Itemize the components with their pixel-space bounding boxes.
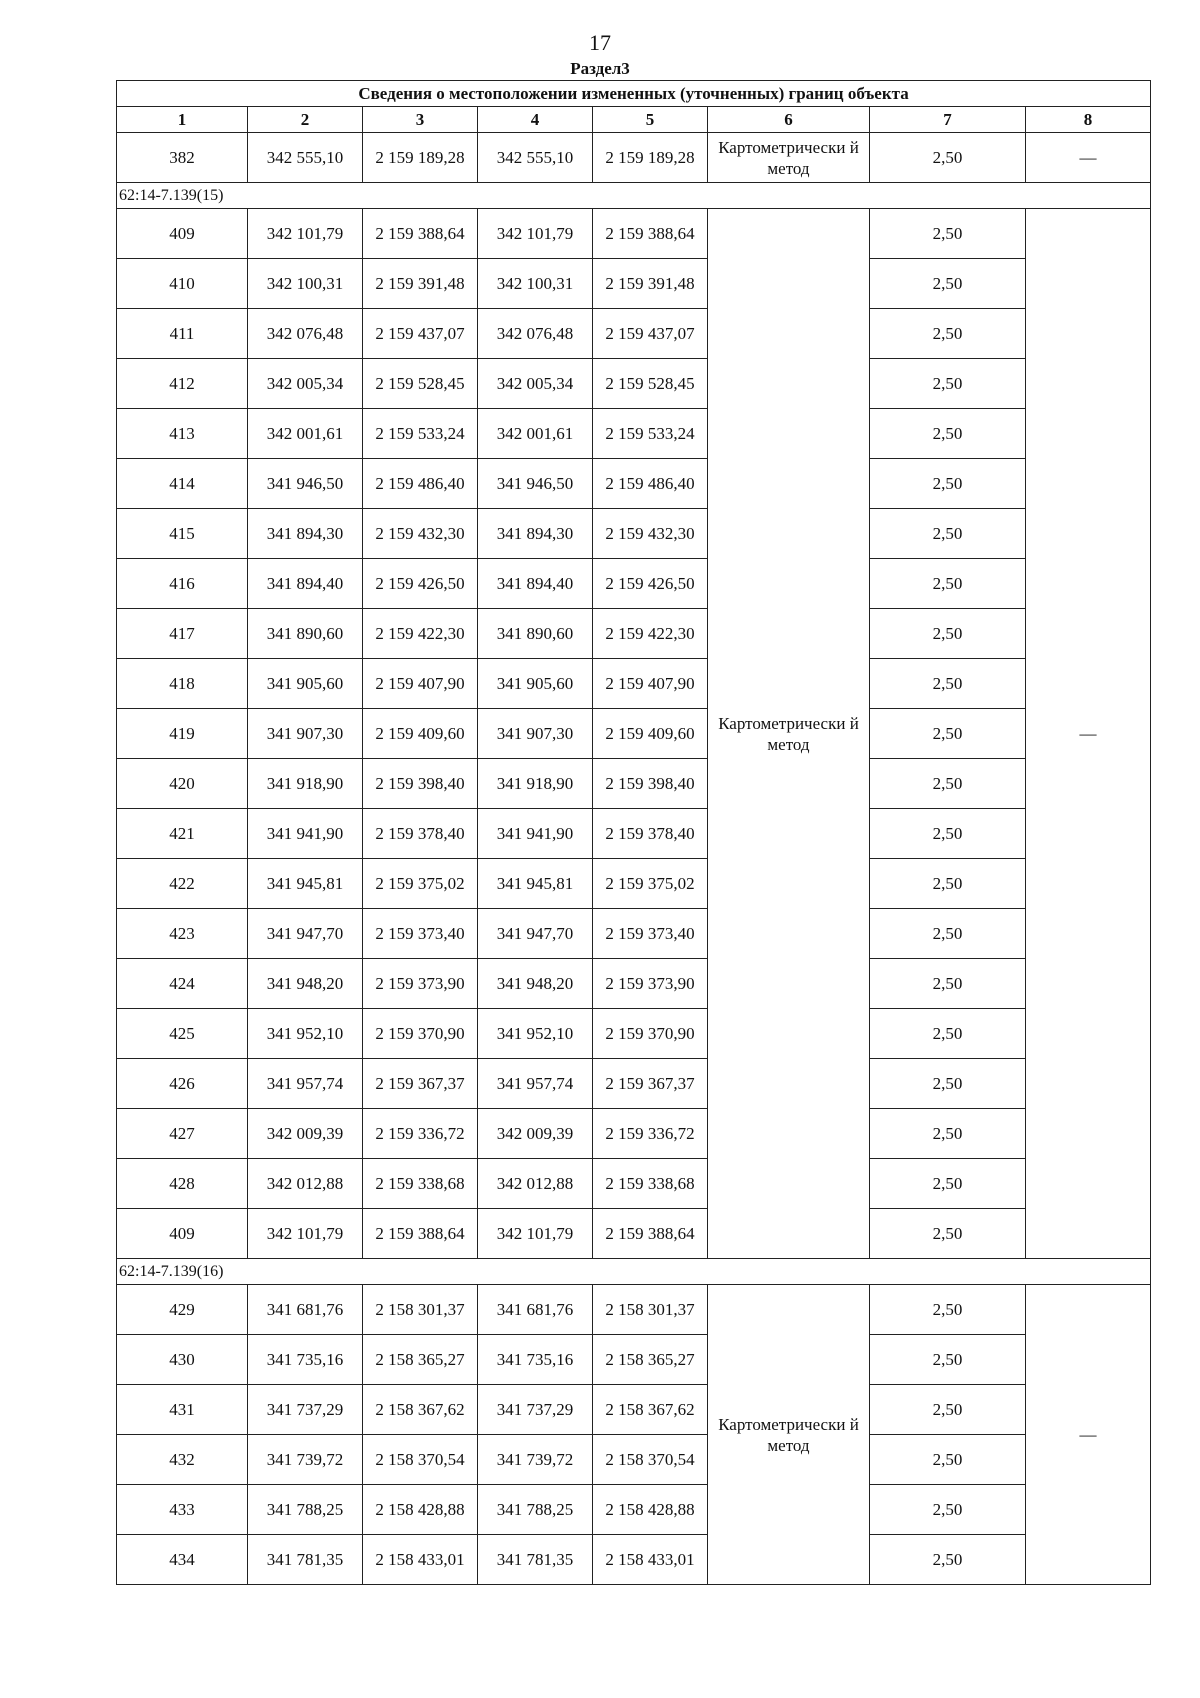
column-header-row [117,107,1151,133]
x-coordinate-cell: 341 907,30 [478,709,593,759]
y-coordinate-cell: 2 159 432,30 [363,509,478,559]
table-row [117,1109,1151,1159]
y-coordinate-cell: 2 159 533,24 [593,409,708,459]
y-coordinate-cell: 2 159 422,30 [363,609,478,659]
note-cell: — [1026,133,1151,183]
x-coordinate-cell: 341 735,16 [478,1335,593,1385]
x-coordinate-cell: 341 957,74 [478,1059,593,1109]
y-coordinate-cell: 2 159 533,24 [363,409,478,459]
accuracy-cell: 2,50 [870,409,1026,459]
x-coordinate-cell: 342 012,88 [248,1159,363,1209]
note-cell: — [1026,1285,1151,1585]
x-coordinate-cell: 342 001,61 [248,409,363,459]
point-number-cell: 431 [117,1385,248,1435]
table-row [117,1335,1151,1385]
table-row [117,1385,1151,1435]
point-number-cell: 423 [117,909,248,959]
table-row [117,659,1151,709]
y-coordinate-cell: 2 159 189,28 [363,133,478,183]
group-name: 62:14-7.139(15) [117,183,1151,209]
table-row [117,509,1151,559]
y-coordinate-cell: 2 159 528,45 [593,359,708,409]
y-coordinate-cell: 2 158 365,27 [593,1335,708,1385]
table-row [117,1159,1151,1209]
accuracy-cell: 2,50 [870,1435,1026,1485]
point-number-cell: 417 [117,609,248,659]
y-coordinate-cell: 2 159 426,50 [363,559,478,609]
group-name: 62:14-7.139(16) [117,1259,1151,1285]
y-coordinate-cell: 2 159 486,40 [593,459,708,509]
accuracy-cell: 2,50 [870,1109,1026,1159]
table-row [117,1435,1151,1485]
x-coordinate-cell: 341 941,90 [478,809,593,859]
accuracy-cell: 2,50 [870,1385,1026,1435]
x-coordinate-cell: 341 948,20 [478,959,593,1009]
x-coordinate-cell: 342 005,34 [478,359,593,409]
boundary-coordinates-table [116,80,1151,1585]
accuracy-cell: 2,50 [870,1059,1026,1109]
x-coordinate-cell: 341 788,25 [248,1485,363,1535]
x-coordinate-cell: 341 957,74 [248,1059,363,1109]
point-number-cell: 409 [117,1209,248,1259]
table-row [117,209,1151,259]
y-coordinate-cell: 2 159 432,30 [593,509,708,559]
y-coordinate-cell: 2 159 407,90 [593,659,708,709]
column-header: 1 [117,107,248,133]
y-coordinate-cell: 2 159 378,40 [593,809,708,859]
group-header-row [117,1259,1151,1285]
note-cell: — [1026,209,1151,1259]
x-coordinate-cell: 341 788,25 [478,1485,593,1535]
x-coordinate-cell: 341 890,60 [478,609,593,659]
column-header: 5 [593,107,708,133]
column-header: 7 [870,107,1026,133]
x-coordinate-cell: 342 100,31 [248,259,363,309]
x-coordinate-cell: 341 681,76 [248,1285,363,1335]
point-number-cell: 421 [117,809,248,859]
x-coordinate-cell: 341 894,30 [478,509,593,559]
y-coordinate-cell: 2 159 409,60 [593,709,708,759]
x-coordinate-cell: 342 101,79 [248,209,363,259]
y-coordinate-cell: 2 159 370,90 [363,1009,478,1059]
table-row [117,759,1151,809]
y-coordinate-cell: 2 159 370,90 [593,1009,708,1059]
x-coordinate-cell: 341 941,90 [248,809,363,859]
table-row [117,909,1151,959]
x-coordinate-cell: 341 737,29 [478,1385,593,1435]
table-row [117,1485,1151,1535]
point-number-cell: 410 [117,259,248,309]
y-coordinate-cell: 2 159 486,40 [363,459,478,509]
point-number-cell: 418 [117,659,248,709]
point-number-cell: 430 [117,1335,248,1385]
point-number-cell: 426 [117,1059,248,1109]
x-coordinate-cell: 341 735,16 [248,1335,363,1385]
y-coordinate-cell: 2 159 373,40 [593,909,708,959]
column-header: 2 [248,107,363,133]
page-number: 17 [589,30,611,55]
y-coordinate-cell: 2 158 367,62 [593,1385,708,1435]
point-number-cell: 425 [117,1009,248,1059]
table-row [117,809,1151,859]
x-coordinate-cell: 341 905,60 [248,659,363,709]
point-number-cell: 411 [117,309,248,359]
x-coordinate-cell: 341 739,72 [248,1435,363,1485]
accuracy-cell: 2,50 [870,659,1026,709]
table-body [117,81,1151,1585]
x-coordinate-cell: 342 555,10 [478,133,593,183]
y-coordinate-cell: 2 159 437,07 [363,309,478,359]
point-number-cell: 414 [117,459,248,509]
x-coordinate-cell: 342 009,39 [248,1109,363,1159]
y-coordinate-cell: 2 159 426,50 [593,559,708,609]
section-title: Раздел3 [570,59,630,78]
y-coordinate-cell: 2 159 375,02 [593,859,708,909]
x-coordinate-cell: 341 907,30 [248,709,363,759]
x-coordinate-cell: 342 100,31 [478,259,593,309]
column-header: 4 [478,107,593,133]
table-row [117,1535,1151,1585]
table-row [117,409,1151,459]
method-cell: Картометрически й метод [708,209,870,1259]
y-coordinate-cell: 2 159 378,40 [363,809,478,859]
x-coordinate-cell: 341 739,72 [478,1435,593,1485]
table-row [117,559,1151,609]
accuracy-cell: 2,50 [870,759,1026,809]
point-number-cell: 434 [117,1535,248,1585]
point-number-cell: 428 [117,1159,248,1209]
accuracy-cell: 2,50 [870,809,1026,859]
y-coordinate-cell: 2 158 428,88 [593,1485,708,1535]
accuracy-cell: 2,50 [870,909,1026,959]
accuracy-cell: 2,50 [870,959,1026,1009]
column-header: 8 [1026,107,1151,133]
table-row [117,1059,1151,1109]
x-coordinate-cell: 342 076,48 [248,309,363,359]
point-number-cell: 433 [117,1485,248,1535]
accuracy-cell: 2,50 [870,1335,1026,1385]
accuracy-cell: 2,50 [870,459,1026,509]
y-coordinate-cell: 2 158 370,54 [593,1435,708,1485]
x-coordinate-cell: 341 945,81 [478,859,593,909]
x-coordinate-cell: 342 076,48 [478,309,593,359]
y-coordinate-cell: 2 159 388,64 [363,1209,478,1259]
y-coordinate-cell: 2 159 391,48 [593,259,708,309]
y-coordinate-cell: 2 158 301,37 [593,1285,708,1335]
table-row [117,359,1151,409]
table-title-row [117,81,1151,107]
x-coordinate-cell: 341 948,20 [248,959,363,1009]
y-coordinate-cell: 2 159 373,40 [363,909,478,959]
accuracy-cell: 2,50 [870,1485,1026,1535]
point-number-cell: 429 [117,1285,248,1335]
table-row [117,259,1151,309]
x-coordinate-cell: 341 894,40 [248,559,363,609]
y-coordinate-cell: 2 159 373,90 [593,959,708,1009]
x-coordinate-cell: 341 890,60 [248,609,363,659]
x-coordinate-cell: 341 894,30 [248,509,363,559]
y-coordinate-cell: 2 159 367,37 [363,1059,478,1109]
accuracy-cell: 2,50 [870,1285,1026,1335]
y-coordinate-cell: 2 159 338,68 [593,1159,708,1209]
x-coordinate-cell: 341 781,35 [478,1535,593,1585]
method-cell: Картометрически й метод [708,1285,870,1585]
point-number-cell: 409 [117,209,248,259]
table-row [117,1285,1151,1335]
y-coordinate-cell: 2 159 189,28 [593,133,708,183]
y-coordinate-cell: 2 159 388,64 [593,209,708,259]
point-number-cell: 382 [117,133,248,183]
x-coordinate-cell: 342 101,79 [478,209,593,259]
table-row [117,959,1151,1009]
x-coordinate-cell: 341 781,35 [248,1535,363,1585]
x-coordinate-cell: 342 001,61 [478,409,593,459]
x-coordinate-cell: 341 947,70 [248,909,363,959]
point-number-cell: 422 [117,859,248,909]
point-number-cell: 424 [117,959,248,1009]
x-coordinate-cell: 342 005,34 [248,359,363,409]
y-coordinate-cell: 2 159 528,45 [363,359,478,409]
x-coordinate-cell: 342 012,88 [478,1159,593,1209]
y-coordinate-cell: 2 159 338,68 [363,1159,478,1209]
y-coordinate-cell: 2 158 301,37 [363,1285,478,1335]
table-row [117,1209,1151,1259]
accuracy-cell: 2,50 [870,209,1026,259]
table-row [117,709,1151,759]
accuracy-cell: 2,50 [870,709,1026,759]
point-number-cell: 432 [117,1435,248,1485]
accuracy-cell: 2,50 [870,309,1026,359]
y-coordinate-cell: 2 158 433,01 [593,1535,708,1585]
x-coordinate-cell: 341 946,50 [248,459,363,509]
accuracy-cell: 2,50 [870,1535,1026,1585]
accuracy-cell: 2,50 [870,859,1026,909]
table-title: Сведения о местоположении измененных (уточненных) границ объекта [117,81,1151,107]
table-row [117,609,1151,659]
accuracy-cell: 2,50 [870,609,1026,659]
x-coordinate-cell: 341 681,76 [478,1285,593,1335]
y-coordinate-cell: 2 159 437,07 [593,309,708,359]
y-coordinate-cell: 2 159 336,72 [593,1109,708,1159]
y-coordinate-cell: 2 159 391,48 [363,259,478,309]
point-number-cell: 419 [117,709,248,759]
x-coordinate-cell: 341 894,40 [478,559,593,609]
table-row [117,859,1151,909]
table-row [117,459,1151,509]
y-coordinate-cell: 2 158 367,62 [363,1385,478,1435]
point-number-cell: 412 [117,359,248,409]
point-number-cell: 415 [117,509,248,559]
y-coordinate-cell: 2 158 433,01 [363,1535,478,1585]
accuracy-cell: 2,50 [870,1159,1026,1209]
accuracy-cell: 2,50 [870,559,1026,609]
x-coordinate-cell: 342 101,79 [478,1209,593,1259]
y-coordinate-cell: 2 159 388,64 [593,1209,708,1259]
x-coordinate-cell: 342 101,79 [248,1209,363,1259]
x-coordinate-cell: 341 945,81 [248,859,363,909]
y-coordinate-cell: 2 159 422,30 [593,609,708,659]
accuracy-cell: 2,50 [870,1009,1026,1059]
accuracy-cell: 2,50 [870,259,1026,309]
y-coordinate-cell: 2 159 398,40 [593,759,708,809]
point-number-cell: 413 [117,409,248,459]
y-coordinate-cell: 2 158 365,27 [363,1335,478,1385]
table-row [117,1009,1151,1059]
x-coordinate-cell: 341 946,50 [478,459,593,509]
accuracy-cell: 2,50 [870,133,1026,183]
column-header: 3 [363,107,478,133]
x-coordinate-cell: 342 009,39 [478,1109,593,1159]
y-coordinate-cell: 2 158 428,88 [363,1485,478,1535]
x-coordinate-cell: 342 555,10 [248,133,363,183]
y-coordinate-cell: 2 159 398,40 [363,759,478,809]
table-row [117,309,1151,359]
point-number-cell: 416 [117,559,248,609]
point-number-cell: 427 [117,1109,248,1159]
x-coordinate-cell: 341 905,60 [478,659,593,709]
y-coordinate-cell: 2 159 407,90 [363,659,478,709]
group-header-row [117,183,1151,209]
x-coordinate-cell: 341 947,70 [478,909,593,959]
x-coordinate-cell: 341 737,29 [248,1385,363,1435]
method-cell: Картометрически й метод [708,133,870,183]
accuracy-cell: 2,50 [870,359,1026,409]
y-coordinate-cell: 2 159 367,37 [593,1059,708,1109]
x-coordinate-cell: 341 952,10 [478,1009,593,1059]
y-coordinate-cell: 2 159 336,72 [363,1109,478,1159]
y-coordinate-cell: 2 158 370,54 [363,1435,478,1485]
y-coordinate-cell: 2 159 388,64 [363,209,478,259]
table-row [117,133,1151,183]
point-number-cell: 420 [117,759,248,809]
y-coordinate-cell: 2 159 409,60 [363,709,478,759]
x-coordinate-cell: 341 918,90 [478,759,593,809]
accuracy-cell: 2,50 [870,509,1026,559]
x-coordinate-cell: 341 918,90 [248,759,363,809]
column-header: 6 [708,107,870,133]
x-coordinate-cell: 341 952,10 [248,1009,363,1059]
y-coordinate-cell: 2 159 373,90 [363,959,478,1009]
accuracy-cell: 2,50 [870,1209,1026,1259]
y-coordinate-cell: 2 159 375,02 [363,859,478,909]
